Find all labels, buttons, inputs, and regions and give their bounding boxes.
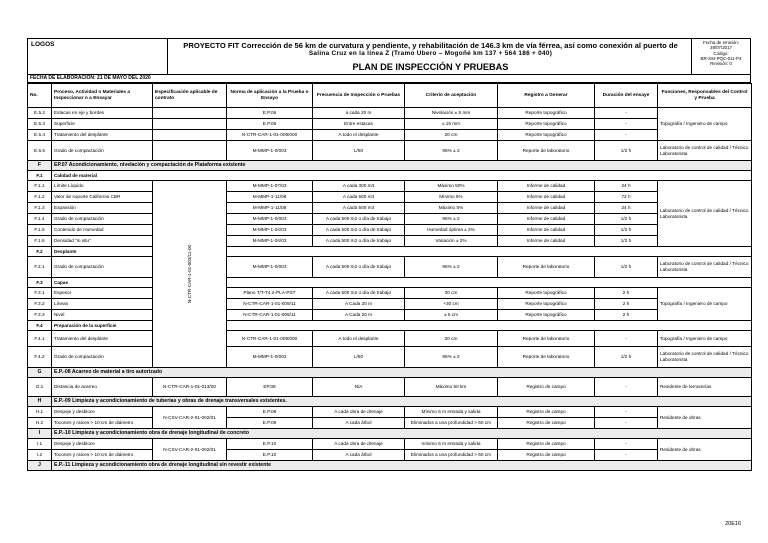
cell-norma: E.P.09 [227, 407, 313, 418]
cell-activity: Tocones y raíces > 10 cm de diámetro [52, 418, 153, 429]
cell-record: Registro de campo [498, 418, 595, 429]
cell-record: Informe de calidad [498, 181, 595, 192]
cell-criteria: Variación ± 2% [405, 236, 498, 247]
cell-record: Reporte de laboratorio [498, 141, 595, 161]
table-row [28, 108, 752, 119]
cell-norma: E.P.10 [227, 450, 313, 461]
cell-duration: 1/2 h [595, 257, 658, 278]
inspection-table [27, 83, 752, 471]
cell-frequency: L/50 [313, 347, 405, 368]
cell-activity: Despeje y desbloce [52, 407, 153, 418]
column-header: Proceso, Actividad o Materiales a Inspeccionar o a Ensayar [52, 84, 153, 108]
cell-frequency: Entre estacas [313, 119, 405, 130]
cell-activity: Estacas en eje y bordes [52, 108, 153, 119]
cell-duration: 2 h [595, 310, 658, 321]
cell-duration: 24 h [595, 203, 658, 214]
section-code: F [28, 161, 52, 171]
subsection-row [28, 278, 752, 288]
cell-frequency: A cada árbol [313, 450, 405, 461]
cell-duration: - [595, 439, 658, 450]
table-row [28, 299, 752, 310]
table-row [28, 288, 752, 299]
cell-activity: Valor de soporte California CBR [52, 192, 153, 203]
table-row [28, 192, 752, 203]
project-title-line-2: Salina Cruz en la línea Z (Tramo Ubero – Mogoñé km 137 + 564 186 + 040) [308, 50, 553, 57]
subsection-filler [227, 247, 752, 257]
cell-responsible: Laboratorio de control de calidad / Técnico Laboratorista [658, 141, 752, 161]
cell-activity: Grado de compactación [52, 257, 153, 278]
cell-no: E.5.5 [28, 141, 52, 161]
cell-record: Reporte topográfico [498, 119, 595, 130]
subsection-title: Capas [52, 278, 153, 288]
table-row [28, 347, 752, 368]
cell-frequency: A cada 500 m2 o día de trabajo [313, 214, 405, 225]
cell-norma: E.P.06 [227, 119, 313, 130]
cell-duration: - [595, 108, 658, 119]
cell-norma: E.P.10 [227, 439, 313, 450]
cell-frequency: A cada obra de drenaje [313, 439, 405, 450]
cell-no: F.1.4 [28, 214, 52, 225]
section-row-f [28, 161, 752, 171]
cell-frequency: A cada 300 m3 [313, 181, 405, 192]
vertical-norma-label: N-CTR-CAR-1-01-003/11-00 [186, 244, 192, 304]
section-title: E.P.-09 Limpieza y acondicionamiento de tuberías y obras de drenaje transversales existentes. [52, 397, 752, 407]
cell-activity: Tocones y raíces > 10 cm de diámetro [52, 450, 153, 461]
document-metadata [691, 39, 750, 75]
cell-duration: 24 h [595, 181, 658, 192]
cell-norma: M-MMP-1-04/03 [227, 236, 313, 247]
cell-record: Informe de calidad [498, 236, 595, 247]
cell-norma: Plano T/T-T4.2-PLA-PST [227, 288, 313, 299]
cell-activity: Límite Líquido [52, 181, 153, 192]
cell-criteria: mínimo 5 m entrada y salida [405, 439, 498, 450]
cell-spec [153, 130, 227, 141]
cell-spec: N-CTR-CAR-1-01-013/00 [153, 378, 227, 397]
cell-record: Registro de campo [498, 450, 595, 461]
cell-no: F.4.1 [28, 331, 52, 347]
table-row [28, 331, 752, 347]
cell-responsible: Residente de terracerías [658, 378, 752, 397]
cell-responsible: Topografía / Ingeniero de campo [658, 108, 752, 141]
column-header: Especificación aplicable de contrato [153, 84, 227, 108]
cell-activity: Contenido de Humedad [52, 225, 153, 236]
cell-norma: M-MMP-1-0/003 [227, 141, 313, 161]
cell-no: I.1 [28, 439, 52, 450]
cell-frequency: a cada 20 m [313, 108, 405, 119]
cell-norma: N-CTR-CAR-1-01-009/11 [227, 310, 313, 321]
cell-criteria: 95% ± 2 [405, 214, 498, 225]
cell-duration: 1/2 h [595, 225, 658, 236]
subsection-filler [227, 321, 752, 331]
table-row [28, 439, 752, 450]
subsection-row [28, 171, 752, 181]
table-row [28, 418, 752, 429]
cell-frequency: N/A [313, 378, 405, 397]
cell-duration: 1/2 h [595, 347, 658, 368]
table-row [28, 181, 752, 192]
cell-norma: M-MMP-1-0/003 [227, 214, 313, 225]
cell-frequency: A Cada 20 m [313, 310, 405, 321]
column-header: Registro a Generar [498, 84, 595, 108]
cell-duration: 1/2 h [595, 236, 658, 247]
cell-activity: Grado de compactación [52, 141, 153, 161]
cell-no: F.1.6 [28, 236, 52, 247]
meta-line: BR-SSI-PQC-011-P4 [700, 55, 742, 61]
cell-no: F.3.1 [28, 288, 52, 299]
cell-no: F.1.5 [28, 225, 52, 236]
table-row [28, 214, 752, 225]
cell-frequency: A cada 500 m2 o día de trabajo [313, 236, 405, 247]
cell-frequency: A cada 500 m3 [313, 203, 405, 214]
cell-record: Reporte de laboratorio [498, 257, 595, 278]
cell-duration: 1/2 h [595, 141, 658, 161]
cell-criteria: 95% ± 2 [405, 347, 498, 368]
subsection-code: F.2 [28, 247, 52, 257]
cell-norma: E.P.09 [227, 418, 313, 429]
cell-frequency: A todo el desplante [313, 331, 405, 347]
cell-norma: EP.08 [227, 378, 313, 397]
cell-no: I.2 [28, 450, 52, 461]
cell-record: Informe de calidad [498, 214, 595, 225]
cell-record: Registro de campo [498, 407, 595, 418]
cell-record: Reporte topográfico [498, 299, 595, 310]
cell-no: E.5.4 [28, 130, 52, 141]
section-code: J [28, 461, 52, 471]
table-row [28, 130, 752, 141]
cell-criteria: 95% ± 2 [405, 141, 498, 161]
table-row [28, 141, 752, 161]
document-header [27, 38, 751, 74]
cell-spec-vertical [153, 181, 227, 368]
inspection-plan-sheet [27, 38, 751, 471]
cell-no: H.1 [28, 407, 52, 418]
cell-record: Reporte de laboratorio [498, 347, 595, 368]
cell-spec [153, 119, 227, 130]
cell-no: G.1 [28, 378, 52, 397]
cell-duration: - [595, 119, 658, 130]
subsection-code: F.3 [28, 278, 52, 288]
cell-responsible: Topografía / Ingeniero de campo [658, 288, 752, 321]
cell-criteria: Eliminados a una profundidad > 50 cm [405, 418, 498, 429]
cell-norma: M-MMP-1-0/003 [227, 257, 313, 278]
cell-frequency: A cada 500 m2 o día de trabajo [313, 288, 405, 299]
cell-responsible: Residente de obras [658, 407, 752, 429]
column-header: No. [28, 84, 52, 108]
cell-spec [153, 141, 227, 161]
cell-duration: 2 h [595, 299, 658, 310]
cell-criteria: 20 cm [405, 331, 498, 347]
cell-no: H.2 [28, 418, 52, 429]
cell-record: Reporte topográfico [498, 310, 595, 321]
cell-responsible: Residente de obras [658, 439, 752, 461]
subsection-code: F.4 [28, 321, 52, 331]
section-row-g [28, 368, 752, 378]
section-title: E.P.-10 Limpieza y acondicionamiento obra de drenaje longitudinal de concreto [52, 429, 752, 439]
cell-norma: N-CTR-CAR-1-01-009/000 [227, 130, 313, 141]
cell-frequency: A Cada 20 m [313, 299, 405, 310]
cell-norma: M-MMP-1-11/08 [227, 192, 313, 203]
meta-line: Código: [713, 50, 729, 56]
table-row [28, 378, 752, 397]
cell-frequency: A cada 500 m3 [313, 192, 405, 203]
column-header: Funciones, Responsables del Control y Prueba [658, 84, 752, 108]
cell-activity: Líneas [52, 299, 153, 310]
section-title: EP.07 Acondicionamiento, nivelación y compactación de Plataforma existente [52, 161, 752, 171]
cell-no: F.1.3 [28, 203, 52, 214]
cell-record: Registro de campo [498, 378, 595, 397]
section-title: E.P.-11 Limpieza y acondicionamiento obra de drenaje longitudinal sin revestir existente [52, 461, 752, 471]
table-row [28, 407, 752, 418]
cell-criteria: Nivelación ± 5 mm [405, 108, 498, 119]
cell-activity: Nivel [52, 310, 153, 321]
column-header: Duración del ensaye [595, 84, 658, 108]
cell-criteria: Mínimo 5% [405, 192, 498, 203]
cell-no: E.5.3 [28, 119, 52, 130]
cell-activity: Expansión [52, 203, 153, 214]
column-header: Frecuencia de Inspección o Pruebas [313, 84, 405, 108]
cell-record: Reporte topográfico [498, 108, 595, 119]
cell-record: Informe de calidad [498, 203, 595, 214]
cell-responsible: Laboratorio de control de calidad / Técnico Laboratorista [658, 347, 752, 368]
cell-no: F.1.2 [28, 192, 52, 203]
cell-norma: N-CTR-CAR-1-01-009/11 [227, 299, 313, 310]
cell-activity: Grado de compactación [52, 347, 153, 368]
cell-activity: Espesor [52, 288, 153, 299]
cell-norma: M-MMP-1-07/03 [227, 181, 313, 192]
cell-spec: N-CSV-CAR-2-01-002/01 [153, 407, 227, 429]
logos-placeholder: LOGOS [28, 39, 168, 75]
section-title: E.P.-08 Acarreo de material a tiro autorizado [52, 368, 752, 378]
cell-record: Reporte topográfico [498, 288, 595, 299]
project-title [169, 39, 692, 75]
cell-record: Reporte de laboratorio [498, 331, 595, 347]
cell-criteria: Máximo 5% [405, 203, 498, 214]
cell-activity: Despeje y desbloce [52, 439, 153, 450]
subsection-row [28, 321, 752, 331]
cell-criteria: Máximo 50% [405, 181, 498, 192]
cell-duration: 2 h [595, 288, 658, 299]
cell-frequency: A todo el desplante [313, 130, 405, 141]
cell-activity: Superficie [52, 119, 153, 130]
cell-record: Informe de calidad [498, 225, 595, 236]
cell-activity: Grado de compactación [52, 214, 153, 225]
cell-responsible: Topografía / Ingeniero de campo [658, 331, 752, 347]
section-row-i [28, 429, 752, 439]
cell-norma: M-MMP-1-0/003 [227, 347, 313, 368]
section-row-h [28, 397, 752, 407]
section-code: I [28, 429, 52, 439]
cell-activity: Densidad "in situ" [52, 236, 153, 247]
page-number: 20E16 [725, 521, 741, 527]
cell-frequency: A cada 500 m2 o día de trabajo [313, 257, 405, 278]
cell-record: Reporte topográfico [498, 130, 595, 141]
cell-no: E.5.2 [28, 108, 52, 119]
subsection-row [28, 247, 752, 257]
cell-frequency: A cada 500 m2 o día de trabajo [313, 225, 405, 236]
subsection-filler [227, 278, 752, 288]
cell-criteria: Eliminados a una profundidad > 50 cm [405, 450, 498, 461]
cell-norma: M-MMP-1-04/03 [227, 225, 313, 236]
cell-activity: Distancia de acarreo [52, 378, 153, 397]
cell-criteria: ± 15 mm [405, 119, 498, 130]
meta-line: Fecha de emisión: [703, 40, 739, 45]
cell-criteria: Máximo 50 km [405, 378, 498, 397]
meta-line: 28/07/2017 [710, 45, 732, 51]
cell-duration: - [595, 407, 658, 418]
cell-criteria: 20 cm [405, 130, 498, 141]
fecha-elaboracion: FECHA DE ELABORACIÓN: 21 DE MAYO DEL 2020 [27, 74, 751, 83]
cell-frequency: A cada árbol [313, 418, 405, 429]
cell-frequency: A cada obra de drenaje [313, 407, 405, 418]
subsection-code: F.1 [28, 171, 52, 181]
cell-criteria: 30 cm [405, 288, 498, 299]
cell-criteria: +30 cm [405, 299, 498, 310]
table-row [28, 450, 752, 461]
cell-duration: - [595, 331, 658, 347]
table-row [28, 203, 752, 214]
subsection-title: Calidad de material [52, 171, 752, 181]
table-row [28, 257, 752, 278]
cell-duration: - [595, 450, 658, 461]
cell-duration: - [595, 378, 658, 397]
document-title: PLAN DE INSPECCIÓN Y PRUEBAS [352, 62, 509, 72]
cell-no: F.3.3 [28, 310, 52, 321]
table-row [28, 225, 752, 236]
cell-criteria: Mínimo 5 m entrada y salida [405, 407, 498, 418]
cell-record: Informe de calidad [498, 192, 595, 203]
cell-activity: Tratamiento del desplante [52, 130, 153, 141]
cell-criteria: ± 5 cm [405, 310, 498, 321]
section-row-j [28, 461, 752, 471]
cell-duration: 72 h [595, 192, 658, 203]
cell-criteria: Humedad óptima ± 2% [405, 225, 498, 236]
cell-record: Registro de campo [498, 439, 595, 450]
cell-responsible: Laboratorio de control de calidad / Técnico Laboratorista [658, 257, 752, 278]
table-row [28, 310, 752, 321]
subsection-title: Desplante [52, 247, 153, 257]
section-code: H [28, 397, 52, 407]
cell-no: F.1.1 [28, 181, 52, 192]
cell-frequency: L/50 [313, 141, 405, 161]
section-code: G [28, 368, 52, 378]
cell-no: F.3.2 [28, 299, 52, 310]
cell-norma: N-CTR-CAR-1-01-009/000 [227, 331, 313, 347]
cell-spec [153, 108, 227, 119]
cell-duration: - [595, 418, 658, 429]
cell-no: F.2.1 [28, 257, 52, 278]
cell-activity: Tratamiento del desplante [52, 331, 153, 347]
cell-criteria: 95% ± 2 [405, 257, 498, 278]
cell-no: F.4.2 [28, 347, 52, 368]
column-header: Norma de aplicación a la Prueba o Ensayo [227, 84, 313, 108]
project-title-line-1: PROYECTO FIT Corrección de 56 km de curvatura y pendiente, y rehabilitación de 146.3 km de vía férrea, así como conexión al puerto de [183, 41, 678, 50]
cell-duration: - [595, 130, 658, 141]
cell-norma: E.P.06 [227, 108, 313, 119]
cell-duration: 1/2 h [595, 214, 658, 225]
table-header-row [28, 84, 752, 108]
table-row [28, 236, 752, 247]
column-header: Criterio de aceptación [405, 84, 498, 108]
meta-line: Revisión: 0 [710, 61, 732, 67]
subsection-title: Preparación de la superficie [52, 321, 153, 331]
cell-responsible: Laboratorio de control de calidad / Técnico Laboratorista [658, 181, 752, 247]
table-row [28, 119, 752, 130]
cell-spec: N-CSV-CAR-2-01-002/01 [153, 439, 227, 461]
cell-norma: M-MMP-1-11/08 [227, 203, 313, 214]
